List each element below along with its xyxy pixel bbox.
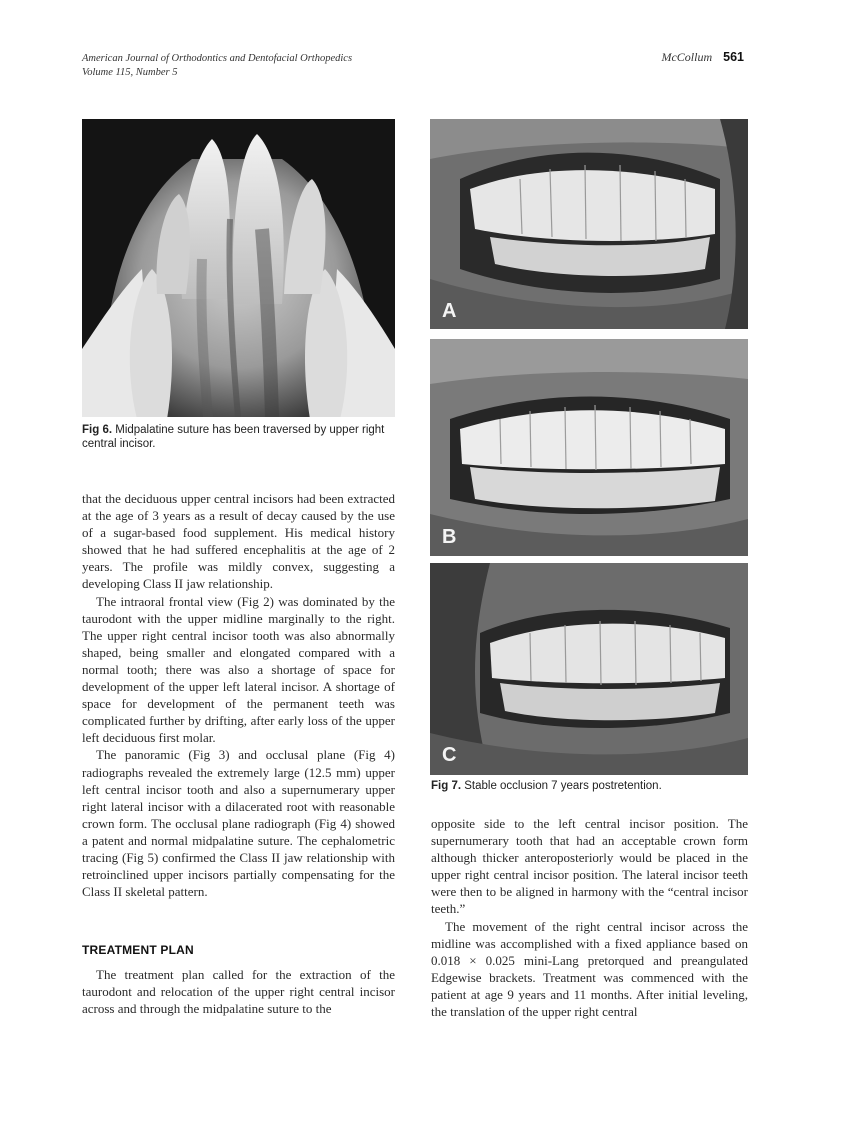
left-column-text	[82, 490, 395, 900]
figure-7-label-c: C	[442, 744, 457, 766]
journal-volume: Volume 115, Number 5	[82, 67, 178, 78]
paragraph-treatment-plan: The treatment plan called for the extraction of the taurodont and relocation of the upper right central incisor across and through the midpalatine suture to the	[82, 967, 395, 1017]
paragraph-intraoral: The intraoral frontal view (Fig 2) was dominated by the taurodont with the upper midline marginally to the right. The upper right central incisor tooth was also abnormally shaped, being smaller and elongated compared with a normal tooth; there was also a shortage of space for development of the upper left lateral incisor. A shortage of space for development of the permanent teeth was complicated further by drifting, after early loss of the upper left deciduous first molar.	[82, 593, 395, 746]
figure-7-panel-b	[430, 339, 748, 556]
figure-7-label-a: A	[442, 300, 457, 322]
paragraph-movement: The movement of the right central incisor across the midline was accomplished with a fixed appliance based on 0.018 × 0.025 mini-Lang pretorqued and preangulated Edgewise brackets. Treatment was commenced with the patient at age 9 years and 11 months. After initial leveling, the translation of the upper right central	[431, 918, 748, 1020]
figure-6-caption	[82, 423, 398, 451]
figure-7-panel-c	[430, 563, 748, 775]
right-column-text	[431, 815, 748, 1020]
page-number: 561	[723, 50, 744, 64]
running-header-right	[661, 50, 744, 65]
figure-7-caption	[431, 779, 749, 793]
journal-title: American Journal of Orthodontics and Dentofacial Orthopedics	[82, 53, 353, 64]
figure-6-caption-text: Midpalatine suture has been traversed by upper right central incisor.	[82, 424, 385, 450]
figure-7-caption-label: Fig 7.	[431, 780, 462, 792]
paragraph-opposite-side: opposite side to the left central incisor position. The supernumerary tooth that had an acceptable crown form although thicker anteroposteriorly would be placed in the upper right central incisor position. The lateral incisor teeth were then to be aligned in harmony with the “central incisor teeth.”	[431, 816, 748, 917]
figure-7-panel-a	[430, 119, 748, 329]
figure-6-radiograph	[82, 119, 395, 417]
figure-6-caption-label: Fig 6.	[82, 424, 113, 436]
left-column-text-2	[82, 966, 395, 1017]
section-heading-treatment-plan: TREATMENT PLAN	[82, 943, 194, 957]
running-header-journal	[82, 52, 352, 80]
figure-7-label-b: B	[442, 526, 457, 548]
paragraph-radiographs: The panoramic (Fig 3) and occlusal plane (Fig 4) radiographs revealed the extremely large (12.5 mm) upper left central incisor tooth and also a supernumerary upper right lateral incisor with a dilacerated root with reasonable crown form. The occlusal plane radiograph (Fig 4) showed a patent and normal midpalatine suture. The cephalometric tracing (Fig 5) confirmed the Class II jaw relationship with retroinclined upper incisors partially compensating for the Class II skeletal pattern.	[82, 747, 395, 900]
figure-7-caption-text: Stable occlusion 7 years postretention.	[464, 780, 662, 792]
paragraph-history: that the deciduous upper central incisors had been extracted at the age of 3 years as a result of decay caused by the use of a sugar-based food supplement. His medical history showed that he had suffered encephalitis at the age of 2 years. The profile was mildly convex, suggesting a developing Class II jaw relationship.	[82, 491, 395, 592]
running-author: McCollum	[661, 50, 713, 64]
